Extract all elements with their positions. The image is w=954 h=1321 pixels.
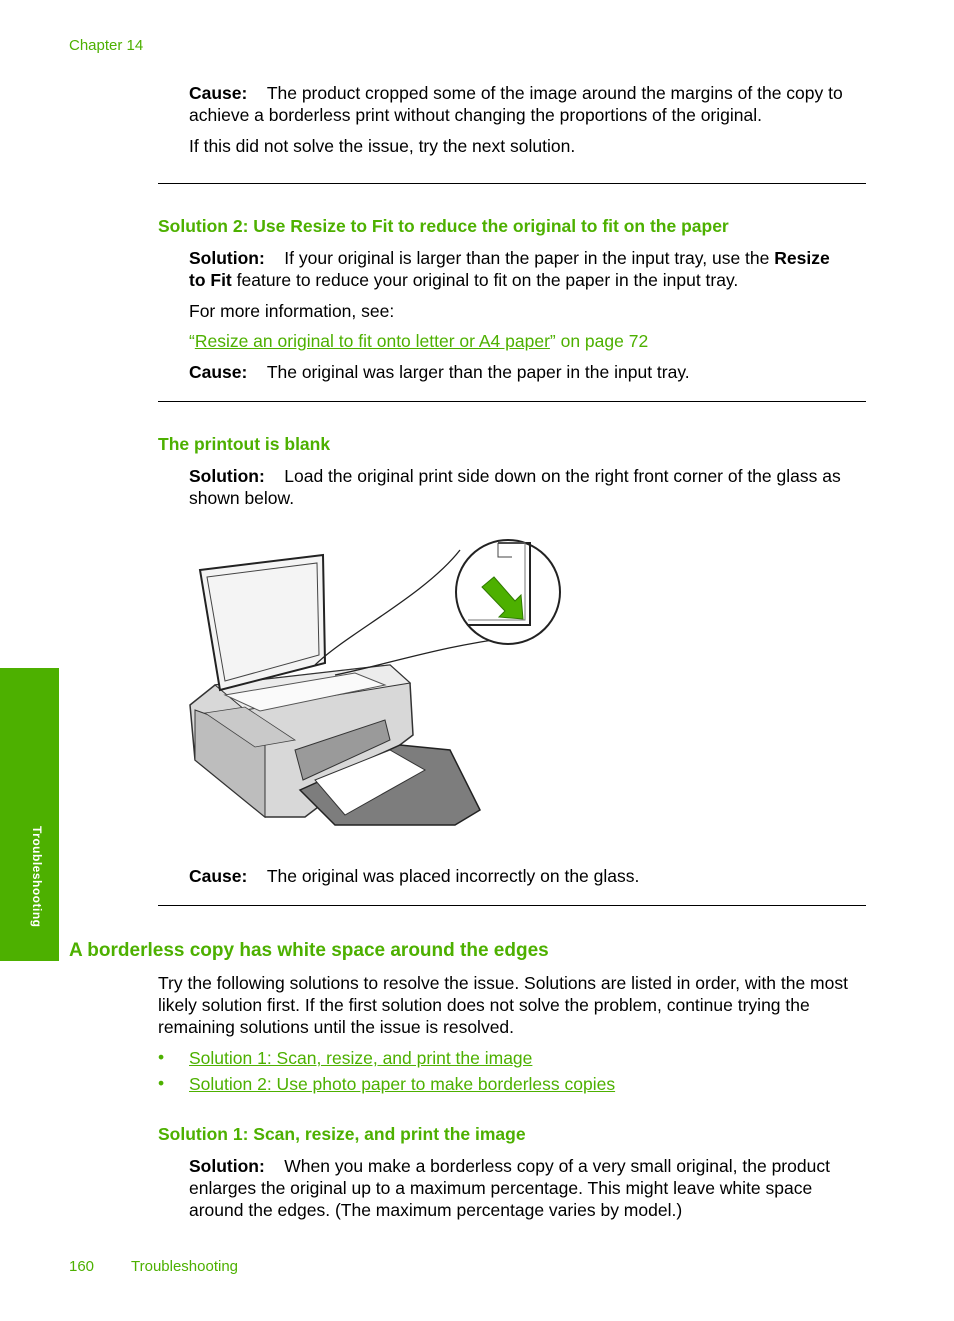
solution2-heading: Solution 2: Use Resize to Fit to reduce the original to fit on the paper <box>158 216 729 236</box>
magnifier-circle <box>456 540 560 644</box>
blank-cause <box>189 865 639 887</box>
cause-text: The product cropped some of the image around the margins of the copy to <box>266 83 843 103</box>
solution2-text: If your original is larger than the paper in the input tray, use the <box>284 248 775 268</box>
solution1-text: When you make a borderless copy of a very small original, the product <box>284 1156 830 1176</box>
blank-heading: The printout is blank <box>158 434 331 454</box>
cause-label: Cause: <box>189 83 248 103</box>
divider <box>158 183 866 184</box>
callout-line <box>315 550 460 665</box>
blank-solution-text: Load the original print side down on the right front corner of the glass as <box>284 466 841 486</box>
solution1-link[interactable]: Solution 1: Scan, resize, and print the image <box>189 1048 533 1068</box>
cause-label: Cause: <box>189 362 248 382</box>
solution2-cause <box>189 361 690 383</box>
callout-line <box>335 637 515 675</box>
solution2-link[interactable]: Solution 2: Use photo paper to make borderless copies <box>189 1074 616 1094</box>
divider <box>158 401 866 402</box>
link-suffix: ” on page 72 <box>549 331 649 351</box>
borderless-intro-2: likely solution first. If the first solution does not solve the problem, continue trying the <box>158 995 810 1015</box>
solution1-line-3: around the edges. (The maximum percentage varies by model.) <box>189 1200 683 1220</box>
chapter-label: Chapter 14 <box>69 37 144 54</box>
solution-label: Solution: <box>189 466 265 486</box>
borderless-intro-3: remaining solutions until the issue is resolved. <box>158 1017 515 1037</box>
more-info-text: For more information, see: <box>189 301 395 321</box>
footer-section: Troubleshooting <box>131 1258 239 1275</box>
solution2-line-1 <box>189 247 830 269</box>
solution-label: Solution: <box>189 248 265 268</box>
cause-line-2: achieve a borderless print without changing the proportions of the original. <box>189 105 762 125</box>
solution2-text-2: feature to reduce your original to fit on the paper in the input tray. <box>231 270 739 290</box>
solution1-line-2: enlarges the original up to a maximum percentage. This might leave white space <box>189 1178 813 1198</box>
resize-link-line[interactable] <box>189 330 648 352</box>
solution-label: Solution: <box>189 1156 265 1176</box>
solution1-line-1 <box>189 1155 830 1177</box>
bullet-icon: • <box>158 1073 165 1093</box>
resize-link[interactable]: Resize an original to fit onto letter or A4 paper <box>194 331 550 351</box>
cause-text: The original was placed incorrectly on the glass. <box>266 866 640 886</box>
solution1-heading: Solution 1: Scan, resize, and print the image <box>158 1124 526 1144</box>
borderless-intro-1: Try the following solutions to resolve the issue. Solutions are listed in order, with the most <box>158 973 848 993</box>
borderless-heading: A borderless copy has white space around the edges <box>69 940 549 961</box>
printer-illustration <box>185 535 565 835</box>
to-fit-bold: to Fit <box>189 270 232 290</box>
resize-bold: Resize <box>774 248 830 268</box>
solution2-line-2 <box>189 269 738 291</box>
blank-solution-line-1 <box>189 465 841 487</box>
bullet-icon: • <box>158 1047 165 1067</box>
cause-text: The original was larger than the paper in the input tray. <box>266 362 690 382</box>
divider <box>158 905 866 906</box>
link-quote: “ <box>189 331 195 351</box>
blank-solution-line-2: shown below. <box>189 488 295 508</box>
cause-label: Cause: <box>189 866 248 886</box>
page-number: 160 <box>69 1258 95 1275</box>
cause-line-1 <box>189 82 843 104</box>
side-tab-label: Troubleshooting <box>30 826 44 928</box>
next-solution-text: If this did not solve the issue, try the next solution. <box>189 136 576 156</box>
